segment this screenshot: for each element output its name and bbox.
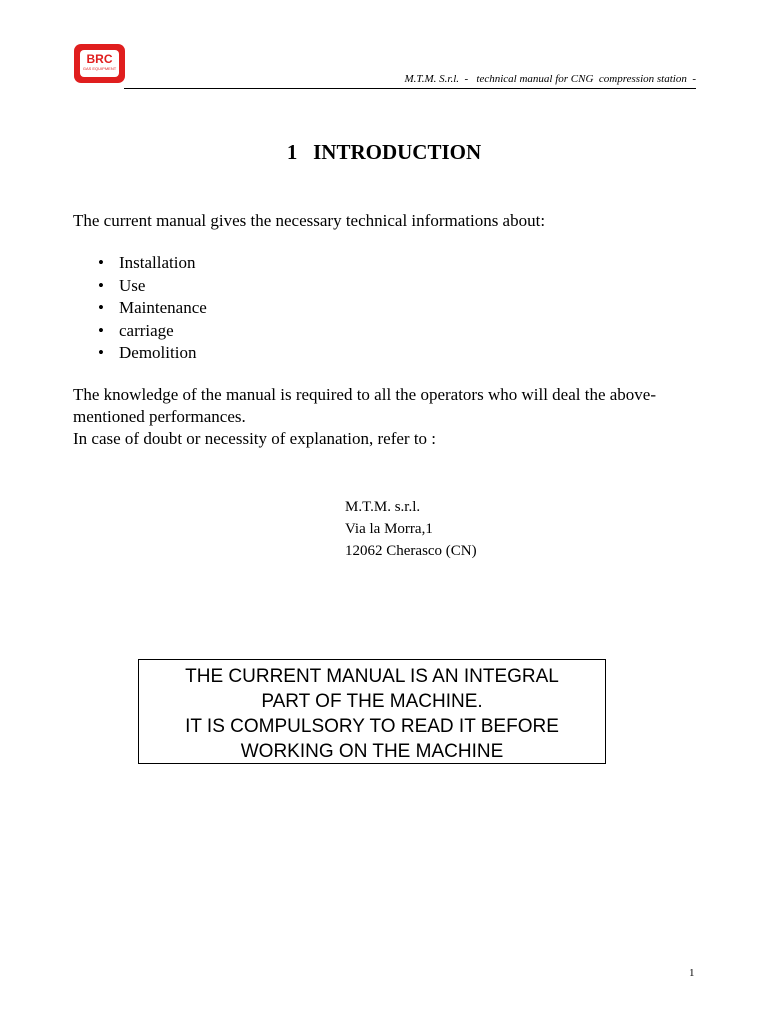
header-divider xyxy=(124,88,696,89)
address-city: 12062 Cherasco (CN) xyxy=(345,543,477,559)
notice-line: THE CURRENT MANUAL IS AN INTEGRAL xyxy=(185,666,559,687)
notice-box xyxy=(138,659,606,764)
brc-logo-subtext: GAS EQUIPMENT xyxy=(82,66,117,71)
brc-logo-inner xyxy=(80,50,119,77)
knowledge-paragraph: The knowledge of the manual is required to all the operators who will deal the above-mentioned performances. xyxy=(73,385,657,426)
list-item: • Demolition xyxy=(98,342,207,365)
address-company: M.T.M. s.r.l. xyxy=(345,499,421,515)
list-item: • Installation xyxy=(98,252,207,275)
notice-line: WORKING ON THE MACHINE xyxy=(240,741,504,762)
brc-logo xyxy=(74,44,125,83)
section-title: 1 INTRODUCTION xyxy=(286,140,482,164)
topics-list xyxy=(98,252,207,365)
doubt-paragraph: In case of doubt or necessity of explanation, refer to : xyxy=(73,429,437,448)
page-number: 1 xyxy=(689,967,695,979)
list-item: • carriage xyxy=(98,320,207,343)
address-street: Via la Morra,1 xyxy=(345,521,433,537)
notice-line: PART OF THE MACHINE. xyxy=(261,691,483,712)
list-item: • Use xyxy=(98,275,207,298)
notice-line: IT IS COMPULSORY TO READ IT BEFORE xyxy=(185,716,559,737)
list-item: • Maintenance xyxy=(98,297,207,320)
intro-paragraph: The current manual gives the necessary technical informations about: xyxy=(73,211,546,230)
contact-address xyxy=(345,496,477,562)
running-header: M.T.M. S.r.l. - technical manual for CNG compression station - xyxy=(404,73,696,85)
brc-logo-text: BRC xyxy=(86,52,113,66)
